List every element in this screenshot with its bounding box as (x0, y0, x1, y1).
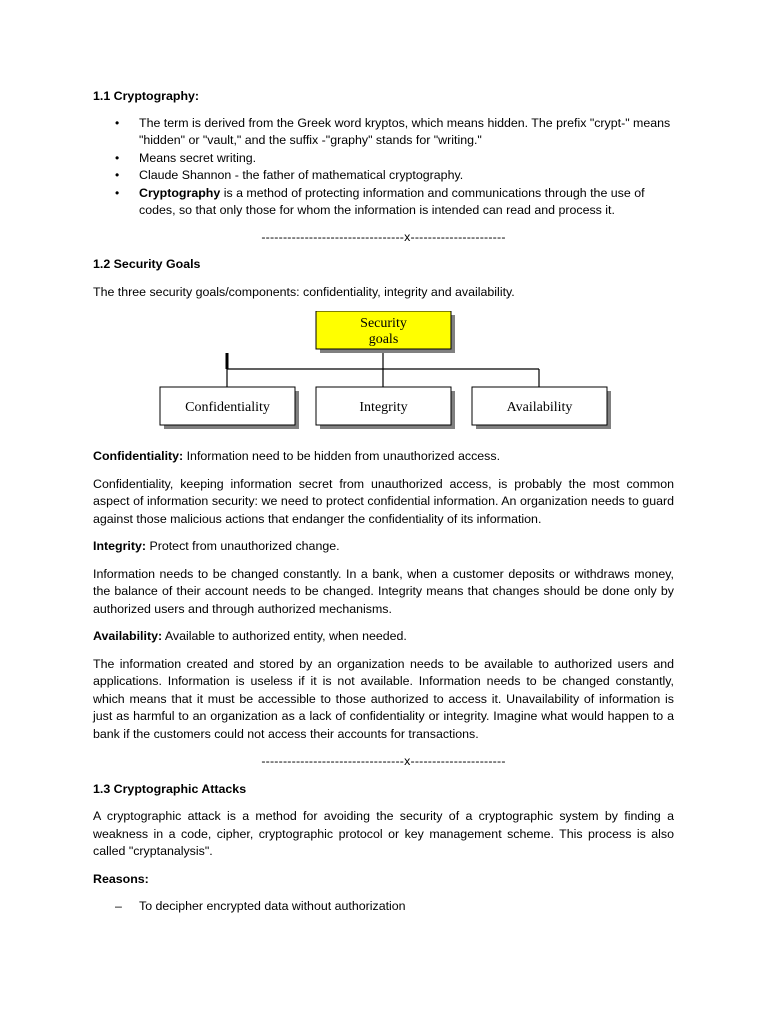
section-heading-cryptography: 1.1 Cryptography: (93, 89, 200, 103)
section-separator: ---------------------------------x---------------------- (261, 229, 506, 244)
list-item (93, 167, 674, 185)
availability-body: The information created and stored by an organization needs to be available to authorized users and applications. Information is useless if it is not available. Information needs to be changed constantly, which means that it must be accessible to those authorized to access it. Unavailability of information is just as harmful to an organization as a lack of confidentiality or integrity. Imagine what would happen to a bank if the customers could not access their accounts for transactions. (93, 656, 674, 741)
diagram-lines (227, 353, 539, 387)
bullet-icon: • (115, 185, 120, 200)
list-item (93, 185, 674, 220)
node-label-integrity: Integrity (359, 400, 408, 415)
attacks-body: A cryptographic attack is a method for avoiding the security of a cryptographic system by finding a weakness in a code, cipher, cryptographic protocol or key management scheme. This process is also called "cryptanalysis". (93, 809, 674, 858)
bullet-icon: • (115, 168, 120, 182)
list-item (93, 115, 674, 150)
integrity-body: Information needs to be changed constantly. In a bank, when a customer deposits or withdraws money, the balance of their account needs to be changed. Integrity means that changes should be done only by authorized users and through authorized mechanisms. (93, 566, 674, 616)
bullet-text: The term is derived from the Greek word kryptos, which means hidden. The prefix "crypt-" means "hidden" or "vault," and the suffix -"graphy" stands for "writing." (139, 115, 671, 147)
integrity-term: Integrity: (93, 539, 147, 553)
availability-term: Availability: (93, 629, 163, 643)
integrity-definition-text: Protect from unauthorized change. (146, 539, 340, 553)
document-page (93, 88, 674, 916)
reasons-list (93, 898, 674, 916)
root-label-line-2: goals (368, 332, 399, 347)
root-label-line-1: Security (360, 316, 407, 331)
confidentiality-definition (93, 448, 674, 466)
node-label-availability: Availability (506, 400, 573, 415)
diagram-root-node (316, 311, 455, 353)
diagram-node-confidentiality (160, 387, 299, 429)
bullet-icon: • (115, 150, 120, 165)
security-goals-intro: The three security goals/components: confidentiality, integrity and availability. (93, 284, 515, 299)
security-goals-diagram (93, 311, 674, 447)
section-heading-attacks: 1.3 Cryptographic Attacks (93, 781, 247, 796)
availability-definition-text: Available to authorized entity, when needed. (162, 629, 407, 643)
list-item (93, 898, 674, 916)
bullet-text: Claude Shannon - the father of mathematical cryptography. (139, 168, 464, 182)
cryptography-bullet-list (93, 115, 674, 220)
reasons-heading: Reasons: (93, 871, 149, 886)
bullet-term: Cryptography (139, 185, 221, 200)
node-label-confidentiality: Confidentiality (185, 400, 270, 415)
section-heading-security-goals: 1.2 Security Goals (93, 257, 201, 271)
diagram-node-integrity (316, 387, 455, 429)
reason-text: To decipher encrypted data without authorization (139, 899, 406, 913)
bullet-icon: • (115, 115, 120, 130)
confidentiality-definition-text: Information need to be hidden from unauthorized access. (183, 449, 501, 463)
list-item (93, 150, 674, 168)
confidentiality-term: Confidentiality: (93, 449, 184, 463)
availability-definition (93, 628, 674, 646)
confidentiality-body: Confidentiality, keeping information secret from unauthorized access, is probably the most common aspect of information security: we need to protect confidential information. An organization needs to guard against those malicious actions that endanger the confidentiality of its information. (93, 476, 674, 526)
diagram-connectors (226, 353, 228, 369)
security-goals-tree (93, 311, 674, 447)
integrity-definition (93, 538, 674, 556)
bullet-text: is a method of protecting information and communications through the use of codes, so that only those for whom the information is intended can read and process it. (139, 185, 645, 217)
diagram-node-availability (472, 387, 611, 429)
section-separator: ---------------------------------x---------------------- (261, 754, 506, 768)
bullet-text: Means secret writing. (139, 150, 257, 165)
dash-icon: – (115, 899, 122, 913)
